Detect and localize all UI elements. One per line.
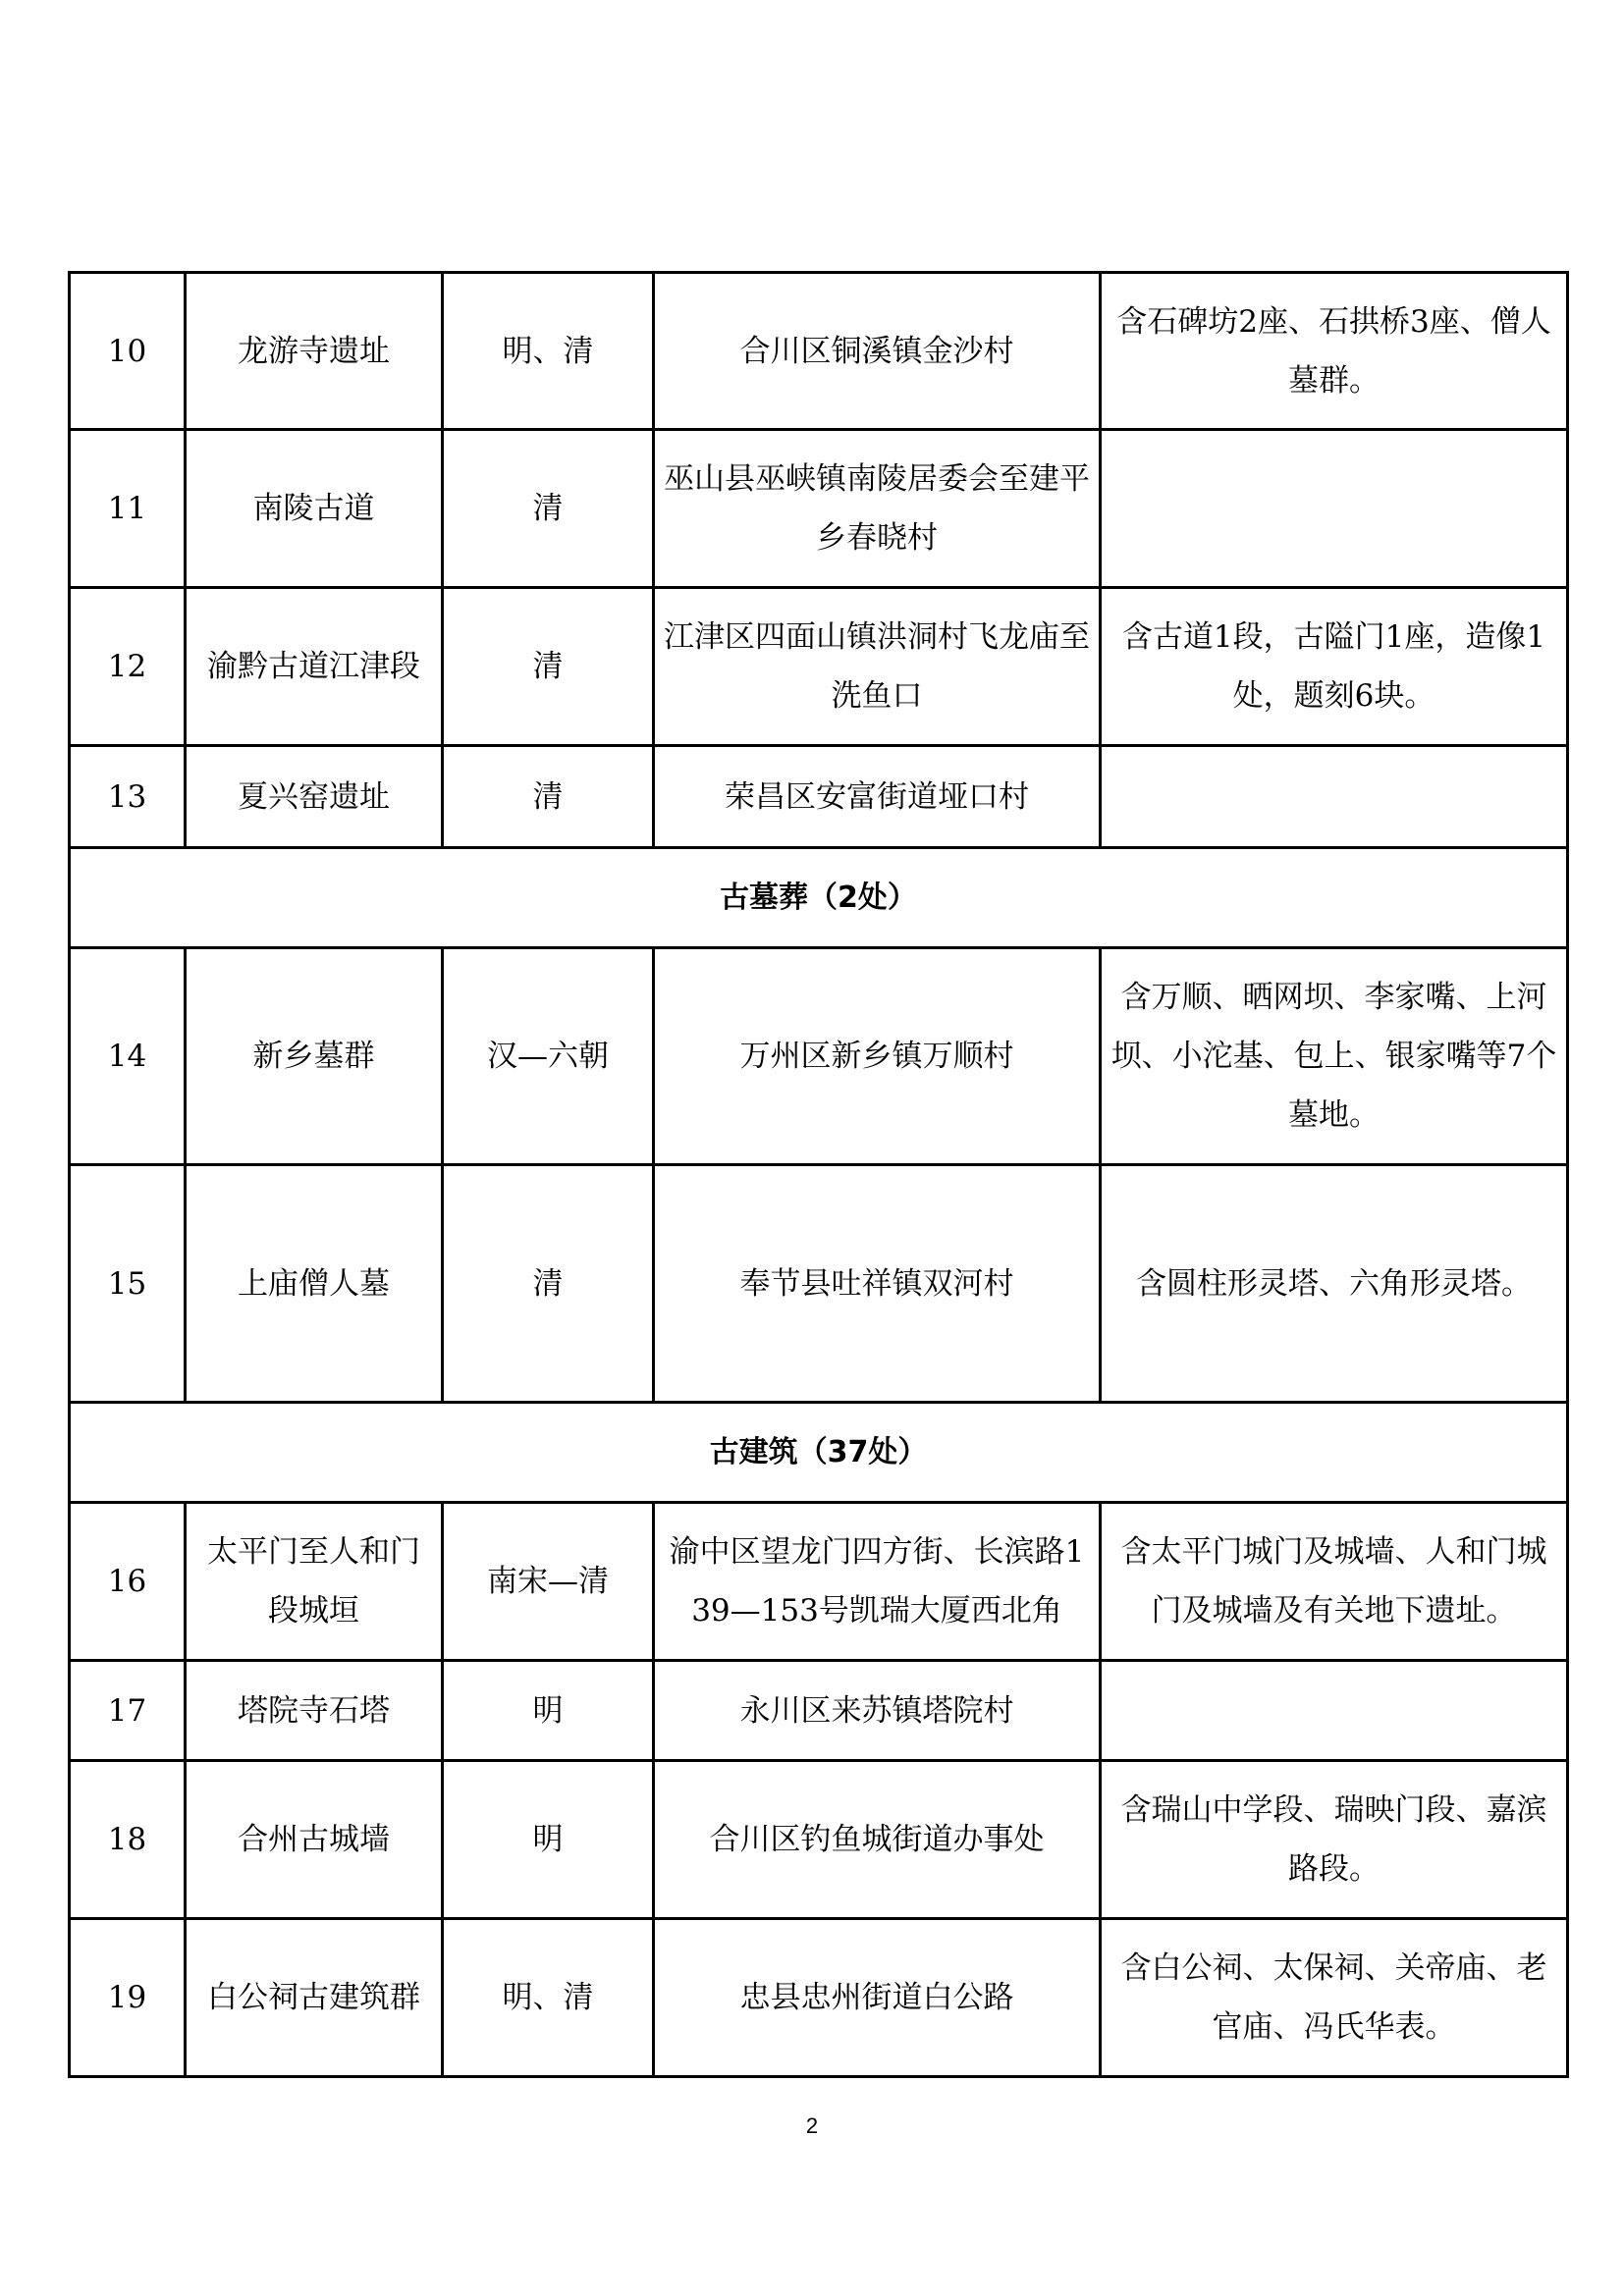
section-header-row bbox=[70, 848, 1568, 948]
site-note: 含太平门城门及城墙、人和门城门及城墙及有关地下遗址。 bbox=[1101, 1503, 1568, 1661]
row-number: 18 bbox=[70, 1761, 186, 1919]
row-number: 10 bbox=[70, 273, 186, 430]
site-location: 合川区钓鱼城街道办事处 bbox=[654, 1761, 1101, 1919]
site-era: 明、清 bbox=[443, 273, 654, 430]
site-era: 明、清 bbox=[443, 1919, 654, 2077]
site-era: 清 bbox=[443, 430, 654, 588]
row-number: 11 bbox=[70, 430, 186, 588]
site-location: 万州区新乡镇万顺村 bbox=[654, 948, 1101, 1165]
table-row bbox=[70, 273, 1568, 430]
site-name: 夏兴窑遗址 bbox=[186, 746, 443, 848]
site-note: 含白公祠、太保祠、关帝庙、老官庙、冯氏华表。 bbox=[1101, 1919, 1568, 2077]
site-location: 奉节县吐祥镇双河村 bbox=[654, 1165, 1101, 1403]
section-title: 古建筑（37处） bbox=[70, 1403, 1568, 1503]
site-name: 上庙僧人墓 bbox=[186, 1165, 443, 1403]
site-name: 合州古城墙 bbox=[186, 1761, 443, 1919]
site-era: 明 bbox=[443, 1661, 654, 1761]
table-row bbox=[70, 1661, 1568, 1761]
site-note: 含古道1段，古隘门1座，造像1处，题刻6块。 bbox=[1101, 588, 1568, 746]
site-name: 渝黔古道江津段 bbox=[186, 588, 443, 746]
site-era: 清 bbox=[443, 1165, 654, 1403]
row-number: 14 bbox=[70, 948, 186, 1165]
site-location: 永川区来苏镇塔院村 bbox=[654, 1661, 1101, 1761]
row-number: 17 bbox=[70, 1661, 186, 1761]
site-note bbox=[1101, 430, 1568, 588]
site-name: 新乡墓群 bbox=[186, 948, 443, 1165]
site-era: 汉—六朝 bbox=[443, 948, 654, 1165]
site-location: 荣昌区安富街道垭口村 bbox=[654, 746, 1101, 848]
section-title: 古墓葬（2处） bbox=[70, 848, 1568, 948]
site-location: 江津区四面山镇洪洞村飞龙庙至洗鱼口 bbox=[654, 588, 1101, 746]
site-location: 合川区铜溪镇金沙村 bbox=[654, 273, 1101, 430]
table-row bbox=[70, 1165, 1568, 1403]
site-note: 含瑞山中学段、瑞映门段、嘉滨路段。 bbox=[1101, 1761, 1568, 1919]
site-era: 南宋—清 bbox=[443, 1503, 654, 1661]
table-row bbox=[70, 746, 1568, 848]
row-number: 19 bbox=[70, 1919, 186, 2077]
row-number: 12 bbox=[70, 588, 186, 746]
site-name: 白公祠古建筑群 bbox=[186, 1919, 443, 2077]
row-number: 16 bbox=[70, 1503, 186, 1661]
table-row bbox=[70, 948, 1568, 1165]
row-number: 15 bbox=[70, 1165, 186, 1403]
site-note bbox=[1101, 746, 1568, 848]
site-location: 渝中区望龙门四方街、长滨路139—153号凯瑞大厦西北角 bbox=[654, 1503, 1101, 1661]
site-era: 明 bbox=[443, 1761, 654, 1919]
site-name: 太平门至人和门段城垣 bbox=[186, 1503, 443, 1661]
site-note bbox=[1101, 1661, 1568, 1761]
table-body bbox=[70, 273, 1568, 2077]
site-location: 忠县忠州街道白公路 bbox=[654, 1919, 1101, 2077]
site-name: 龙游寺遗址 bbox=[186, 273, 443, 430]
table-row bbox=[70, 588, 1568, 746]
heritage-site-table bbox=[68, 271, 1569, 2078]
table-row bbox=[70, 1761, 1568, 1919]
page-number: 2 bbox=[805, 2113, 819, 2138]
site-note: 含圆柱形灵塔、六角形灵塔。 bbox=[1101, 1165, 1568, 1403]
table-row bbox=[70, 1503, 1568, 1661]
site-name: 塔院寺石塔 bbox=[186, 1661, 443, 1761]
row-number: 13 bbox=[70, 746, 186, 848]
section-header-row bbox=[70, 1403, 1568, 1503]
site-era: 清 bbox=[443, 588, 654, 746]
table-row bbox=[70, 1919, 1568, 2077]
site-era: 清 bbox=[443, 746, 654, 848]
site-location: 巫山县巫峡镇南陵居委会至建平乡春晓村 bbox=[654, 430, 1101, 588]
site-name: 南陵古道 bbox=[186, 430, 443, 588]
site-note: 含石碑坊2座、石拱桥3座、僧人墓群。 bbox=[1101, 273, 1568, 430]
site-note: 含万顺、晒网坝、李家嘴、上河坝、小沱基、包上、银家嘴等7个墓地。 bbox=[1101, 948, 1568, 1165]
table-row bbox=[70, 430, 1568, 588]
